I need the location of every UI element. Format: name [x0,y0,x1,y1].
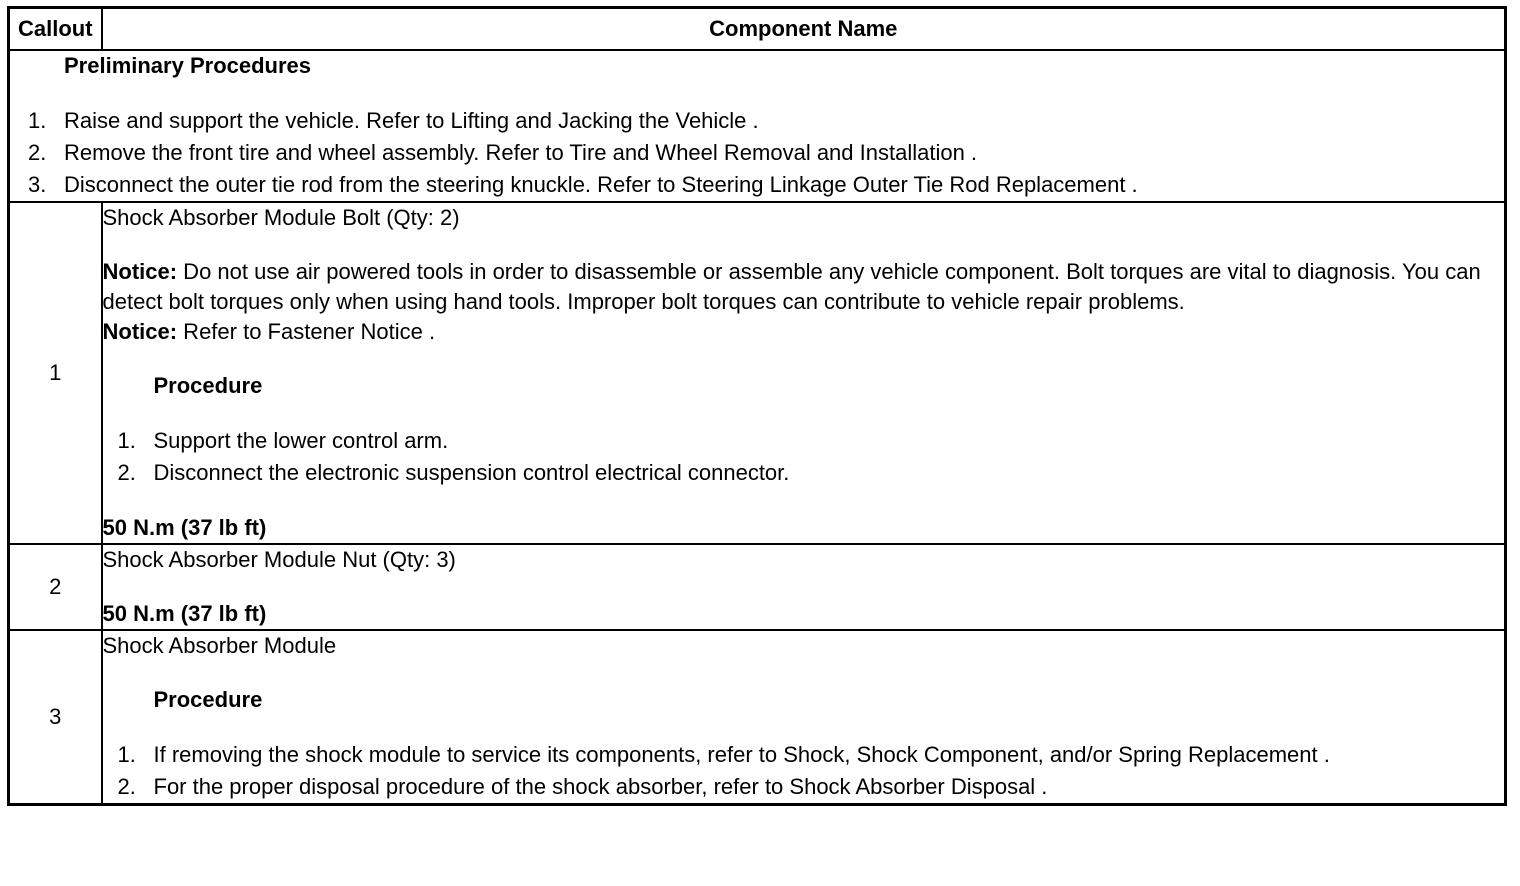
preliminary-cell [9,50,1506,202]
step-number: 3. [28,172,47,197]
list-item [10,169,1504,201]
notice-label: Notice: [102,319,178,344]
notice-text: Do not use air powered tools in order to disassemble or assemble any vehicle component. Bolt torques are vital to diagnosis. You can detect bolt torques only when using hand tools. Improper bolt torques can contribute to vehicle repair problems. [102,259,1481,314]
list-item [103,771,1505,803]
list-item [103,739,1505,771]
component-name: Shock Absorber Module Bolt (Qty: 2) [102,205,460,230]
step-number: 1. [117,742,136,767]
component-name: Shock Absorber Module [102,633,337,658]
step-text: If removing the shock module to service its components, refer to Shock, Shock Component, and/or Spring Replacement . [153,742,1330,767]
step-number: 1. [28,108,47,133]
step-number: 2. [28,140,47,165]
step-text: Support the lower control arm. [153,428,449,453]
component-cell [102,202,1506,544]
procedure-steps [103,425,1505,489]
procedure-title: Procedure [153,373,263,398]
step-number: 2. [117,774,136,799]
table-row [9,202,1506,544]
preliminary-title: Preliminary Procedures [64,53,312,78]
procedure-steps [103,739,1505,803]
notice [103,257,1505,317]
component-table [7,6,1507,806]
step-text: Remove the front tire and wheel assembly. Refer to Tire and Wheel Removal and Installation . [64,140,978,165]
step-text: Raise and support the vehicle. Refer to Lifting and Jacking the Vehicle . [64,108,759,133]
step-number: 2. [117,460,136,485]
list-item [103,457,1505,489]
component-cell [102,630,1506,805]
step-text: For the proper disposal procedure of the shock absorber, refer to Shock Absorber Disposal . [153,774,1048,799]
component-name: Shock Absorber Module Nut (Qty: 3) [102,547,456,572]
notice-text: Refer to Fastener Notice . [177,319,436,344]
component-name-header: Component Name [102,8,1506,51]
list-item [103,425,1505,457]
header-row [9,8,1506,51]
notice [103,317,1505,347]
preliminary-steps [10,105,1504,201]
step-text: Disconnect the electronic suspension control electrical connector. [153,460,790,485]
notice-label: Notice: [102,259,178,284]
step-number: 1. [117,428,136,453]
callout-header: Callout [9,8,102,51]
list-item [10,137,1504,169]
table-row [9,630,1506,805]
preliminary-row [9,50,1506,202]
procedure-title: Procedure [153,687,263,712]
component-cell [102,544,1506,630]
list-item [10,105,1504,137]
callout-number: 3 [9,630,102,805]
callout-number: 1 [9,202,102,544]
torque-spec: 50 N.m (37 lb ft) [102,515,267,540]
torque-spec: 50 N.m (37 lb ft) [102,601,267,626]
table-row [9,544,1506,630]
step-text: Disconnect the outer tie rod from the steering knuckle. Refer to Steering Linkage Outer Tie Rod Replacement . [64,172,1138,197]
callout-number: 2 [9,544,102,630]
